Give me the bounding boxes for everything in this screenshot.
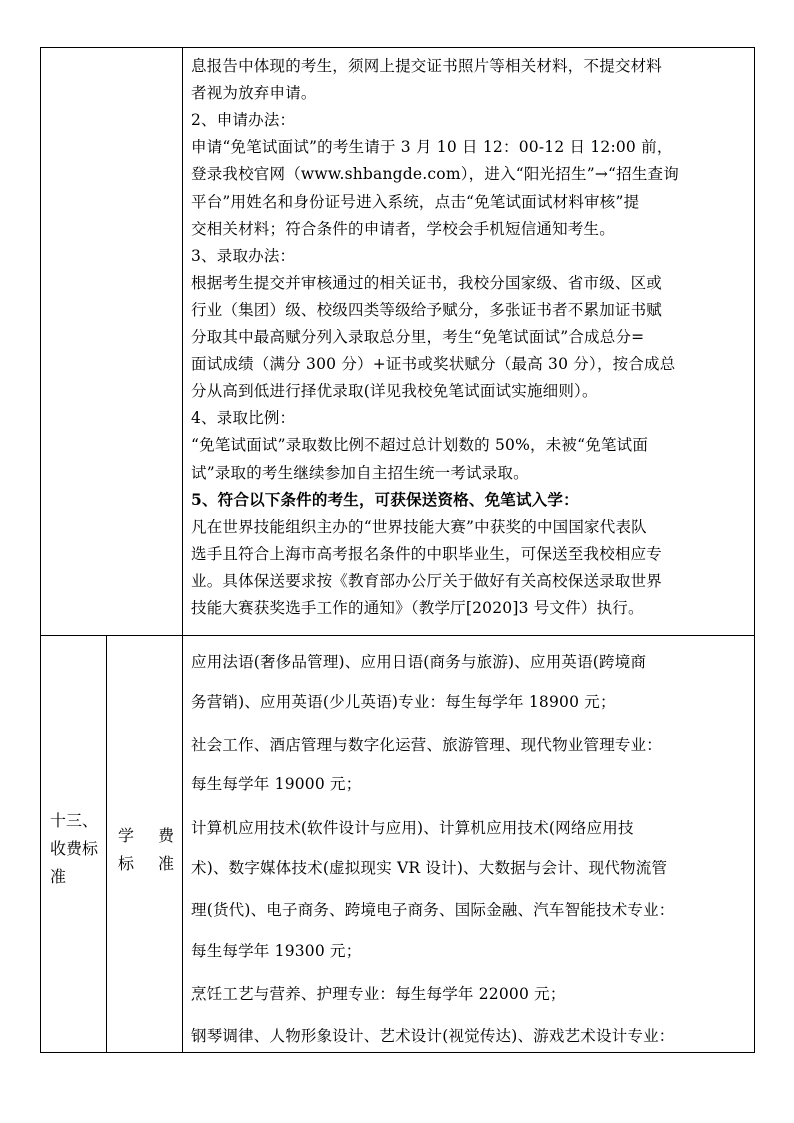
table-border-bottom — [40, 1052, 755, 1053]
text-line: 业。具体保送要求按《教育部办公厅关于做好有关高校保送录取世界 — [191, 571, 663, 590]
text-line: 者视为放弃申请。 — [191, 84, 317, 103]
fee-line: 理(货代)、电子商务、跨境电子商务、国际金融、汽车智能技术专业： — [191, 901, 675, 919]
text-line: 息报告中体现的考生，须网上提交证书照片等相关材料，不提交材料 — [191, 57, 663, 75]
text-line: 2、申请办法： — [191, 111, 296, 130]
fee-line: 应用法语(奢侈品管理)、应用日语(商务与旅游)、应用英语(跨境商 — [191, 653, 647, 671]
text-line: 面试成绩（满分 300 分）+证书或奖状赋分（最高 30 分），按合成总 — [191, 355, 676, 374]
text-line: 4、录取比例： — [191, 409, 296, 428]
table-row-divider — [40, 635, 755, 636]
fee-line: 术)、数字媒体技术(虚拟现实 VR 设计)、大数据与会计、现代物流管 — [191, 859, 668, 877]
text-line: 交相关材料；符合条件的申请者，学校会手机短信通知考生。 — [191, 219, 615, 238]
sub-label-biao: 标 — [118, 854, 135, 873]
table-divider-sub — [106, 635, 107, 1053]
fee-line: 烹饪工艺与营养、护理专业：每生每学年 22000 元； — [191, 985, 566, 1003]
sub-label-xue: 学 — [118, 826, 135, 845]
text-line: 选手且符合上海市高考报名条件的中职毕业生，可保送至我校相应专 — [191, 544, 663, 563]
table-border-left — [40, 47, 41, 1053]
text-line: 技能大赛获奖选手工作的通知》（教学厅[2020]3 号文件）执行。 — [191, 599, 644, 617]
text-line-bold-heading: 5、符合以下条件的考生，可获保送资格、免笔试入学： — [191, 489, 579, 509]
text-line: 平台”用姓名和身份证号进入系统，点击“免笔试面试材料审核”提 — [191, 192, 640, 211]
fee-line: 计算机应用技术(软件设计与应用)、计算机应用技术(网络应用技 — [191, 819, 634, 837]
fee-line: 务营销)、应用英语(少儿英语)专业：每生每学年 18900 元； — [191, 693, 616, 711]
text-line: 登录我校官网（www.shbangde.com），进入“阳光招生”→“招生查询 — [191, 165, 679, 184]
fee-line: 每生每学年 19000 元； — [191, 775, 362, 793]
text-line: 行业（集团）级、校级四类等级给予赋分，多张证书者不累加证书赋 — [191, 300, 663, 319]
section-label-line1: 十三、 — [50, 811, 99, 830]
table-border-right — [754, 47, 755, 1053]
text-line: 分从高到低进行择优录取(详见我校免笔试面试实施细则）。 — [191, 382, 598, 401]
fee-line: 钢琴调律、人物形象设计、艺术设计(视觉传达)、游戏艺术设计专业： — [191, 1027, 675, 1045]
sub-label-fei: 费 — [158, 826, 175, 845]
sub-label-zhun: 准 — [158, 854, 175, 873]
text-line: 分取其中最高赋分列入录取总分里，考生“免笔试面试”合成总分= — [191, 328, 645, 346]
text-line: “免笔试面试”录取数比例不超过总计划数的 50%，未被“免笔试面 — [191, 436, 649, 455]
text-line: 凡在世界技能组织主办的“世界技能大赛”中获奖的中国国家代表队 — [191, 517, 647, 536]
section-label-line2: 收费标 — [50, 839, 99, 858]
text-line: 根据考生提交并审核通过的相关证书，我校分国家级、省市级、区或 — [191, 273, 663, 292]
fee-line: 每生每学年 19300 元； — [191, 942, 362, 960]
text-line: 试”录取的考生继续参加自主招生统一考试录取。 — [191, 463, 529, 482]
table-divider-main — [182, 47, 183, 1053]
text-line: 申请“免笔试面试”的考生请于 3 月 10 日 12：00-12 日 12:00 前， — [191, 138, 673, 157]
table-border-top — [40, 47, 755, 48]
fee-line: 社会工作、酒店管理与数字化运营、旅游管理、现代物业管理专业： — [191, 736, 663, 754]
text-line: 3、录取办法： — [191, 246, 296, 265]
section-label-line3: 准 — [50, 867, 67, 886]
